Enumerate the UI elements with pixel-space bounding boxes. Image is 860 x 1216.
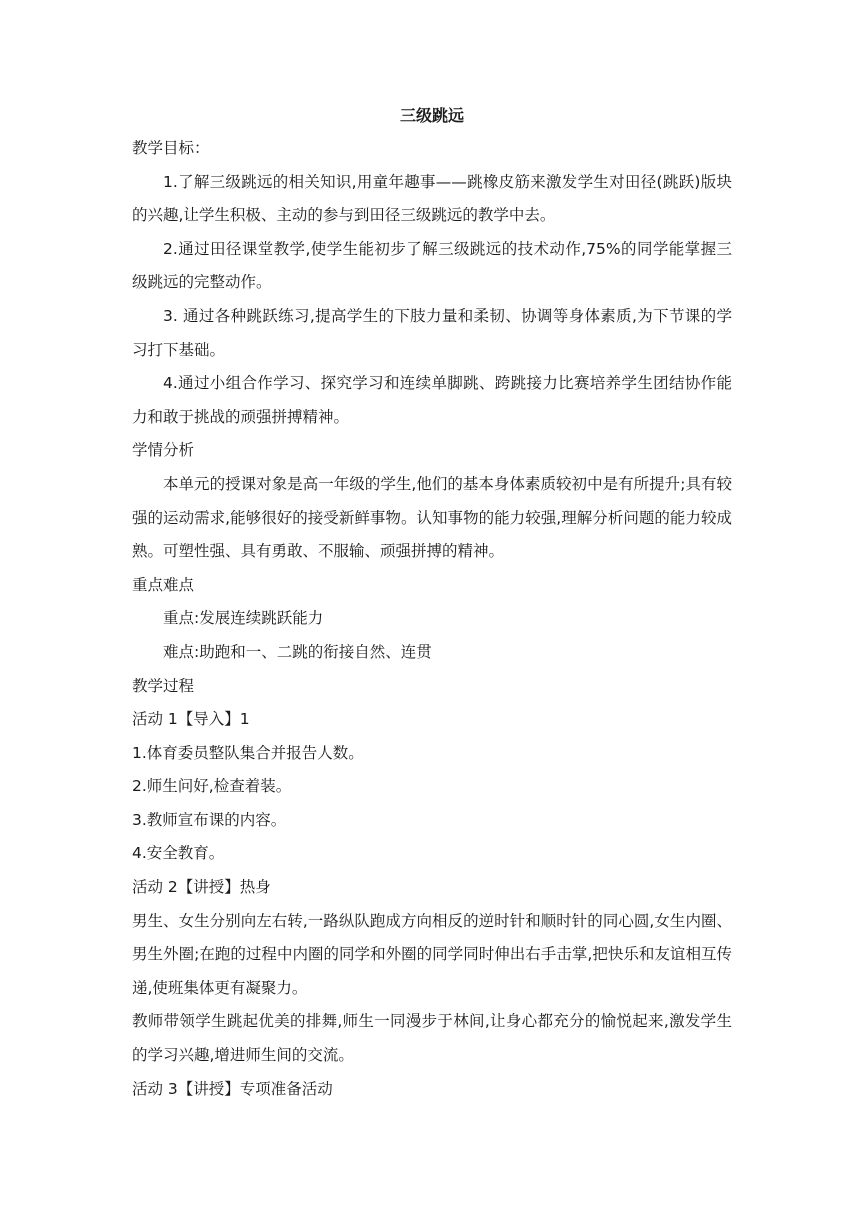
activity-2-heading: 活动 2【讲授】热身 <box>132 878 271 897</box>
key-point: 重点:发展连续跳跃能力 <box>163 609 324 628</box>
activity-2-paragraph: 教师带领学生跳起优美的排舞,师生一同漫步于林间,让身心都充分的愉悦起来,激发学生的学习兴趣,增进师生间的交流。 <box>132 1012 732 1065</box>
activity-3-heading: 活动 3【讲授】专项准备活动 <box>132 1079 333 1098</box>
key-points-heading: 重点难点 <box>132 575 195 594</box>
document-page <box>132 100 732 1106</box>
objectives-heading: 教学目标： <box>132 139 210 157</box>
objective-item: 4.通过小组合作学习、探究学习和连续单脚跳、跨跳接力比赛培养学生团结协作能力和敢于挑战的顽强拼搏精神。 <box>132 374 732 426</box>
activity-2-paragraph: 男生、女生分别向左右转,一路纵队跑成方向相反的逆时针和顺时针的同心圆,女生内圈、男生外圈;在跑的过程中内圈的同学和外圈的同学同时伸出右手击掌,把快乐和友谊相互传递,使班集体更有凝聚力。 <box>132 911 732 997</box>
activity-1-item: 1.体育委员整队集合并报告人数。 <box>132 743 364 762</box>
activity-1-item: 3.教师宣布课的内容。 <box>132 810 287 829</box>
analysis-heading: 学情分析 <box>132 441 195 460</box>
objective-item: 1.了解三级跳远的相关知识,用童年趣事——跳橡皮筋来激发学生对田径(跳跃)版块的兴趣,让学生积极、主动的参与到田径三级跳远的教学中去。 <box>132 172 732 225</box>
activity-1-heading: 活动 1【导入】1 <box>132 710 250 729</box>
objective-item: 3. 通过各种跳跃练习,提高学生的下肢力量和柔韧、协调等身体素质,为下节课的学习打下基础。 <box>132 306 732 359</box>
activity-1-item: 4.安全教育。 <box>132 844 225 863</box>
process-heading: 教学过程 <box>132 676 195 695</box>
difficult-point: 难点:助跑和一、二跳的衔接自然、连贯 <box>163 642 432 661</box>
analysis-paragraph: 本单元的授课对象是高一年级的学生,他们的基本身体素质较初中是有所提升;具有较强的运动需求,能够很好的接受新鲜事物。认知事物的能力较强,理解分析问题的能力较成熟。可塑性强、具有勇敢、不服输、顽强拼搏的精神。 <box>132 474 732 561</box>
objective-item: 2.通过田径课堂教学,使学生能初步了解三级跳远的技术动作,75%的同学能掌握三级跳远的完整动作。 <box>132 239 732 292</box>
document-title: 三级跳远 <box>399 106 464 125</box>
activity-1-item: 2.师生问好,检查着装。 <box>132 777 292 796</box>
